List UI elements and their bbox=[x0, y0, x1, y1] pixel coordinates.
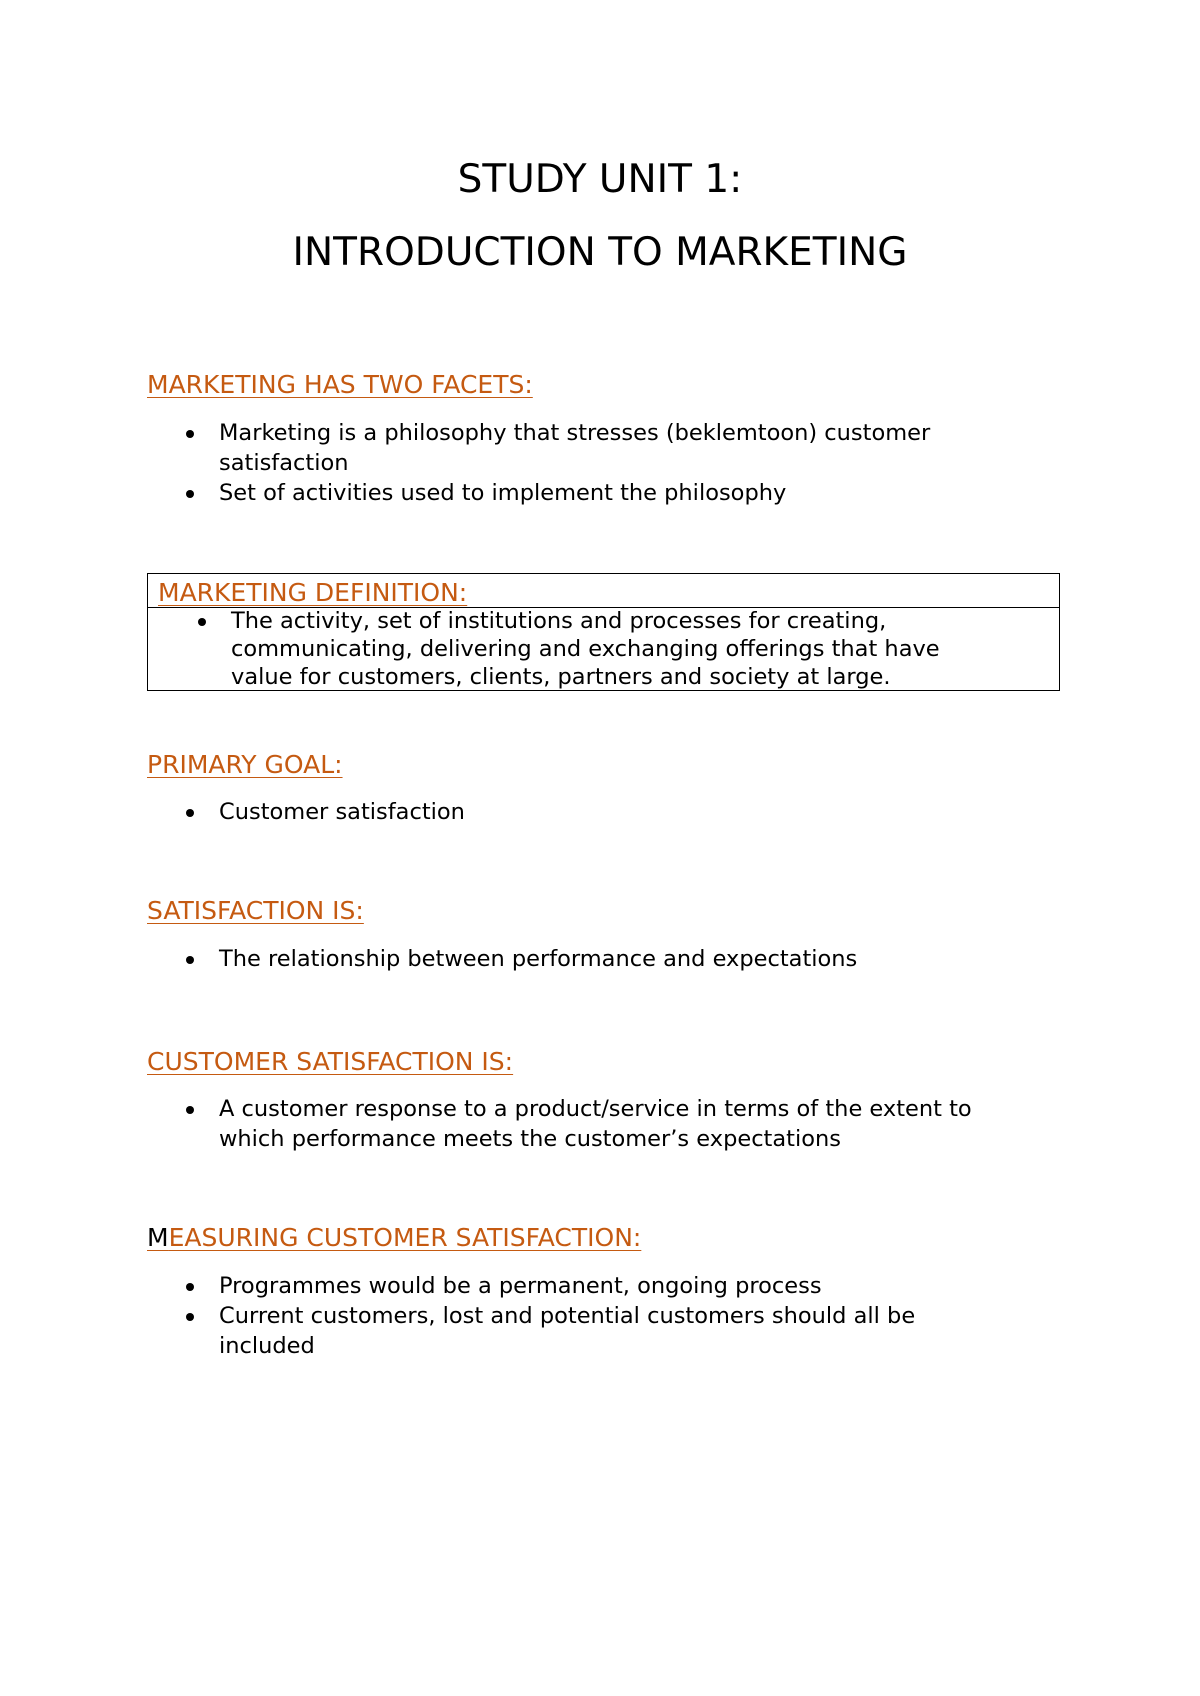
list-item bbox=[219, 418, 930, 478]
list-item-line: which performance meets the customer’s expectations bbox=[219, 1126, 841, 1152]
list-item bbox=[219, 1271, 915, 1301]
list-item-line: communicating, delivering and exchanging offerings that have bbox=[231, 636, 940, 662]
bullet-icon bbox=[186, 1283, 194, 1291]
bullet-icon bbox=[186, 490, 194, 498]
bullet-icon bbox=[186, 1313, 194, 1321]
definition-list bbox=[231, 607, 940, 691]
bullet-icon bbox=[186, 430, 194, 438]
title-study-unit: STUDY UNIT 1: bbox=[457, 157, 743, 202]
bullet-icon bbox=[198, 618, 206, 626]
list-item-line: satisfaction bbox=[219, 450, 349, 476]
list-item-line: Programmes would be a permanent, ongoing process bbox=[219, 1273, 822, 1299]
list-item-line: A customer response to a product/service in terms of the extent to bbox=[219, 1096, 972, 1122]
measuring-list bbox=[219, 1271, 915, 1361]
title-introduction: INTRODUCTION TO MARKETING bbox=[292, 230, 908, 275]
heading-measuring bbox=[147, 1225, 641, 1250]
bullet-icon bbox=[186, 1106, 194, 1114]
list-item-line: Marketing is a philosophy that stresses (beklemtoon) customer bbox=[219, 420, 931, 446]
heading-definition: MARKETING DEFINITION: bbox=[158, 578, 468, 607]
facets-list bbox=[219, 418, 930, 508]
heading-primary-goal: PRIMARY GOAL: bbox=[147, 750, 343, 779]
heading-rest: EASURING CUSTOMER SATISFACTION: bbox=[168, 1223, 642, 1252]
list-item-line: The relationship between performance and expectations bbox=[219, 946, 858, 972]
heading-customer-satisfaction: CUSTOMER SATISFACTION IS: bbox=[147, 1047, 514, 1076]
list-item bbox=[219, 1301, 915, 1361]
definition-table bbox=[147, 573, 1060, 691]
list-item-line: The activity, set of institutions and processes for creating, bbox=[231, 608, 887, 634]
list-item bbox=[219, 944, 857, 974]
list-item-line: included bbox=[219, 1333, 315, 1359]
heading-two-facets: MARKETING HAS TWO FACETS: bbox=[147, 370, 533, 399]
list-item-line: Set of activities used to implement the philosophy bbox=[219, 480, 787, 506]
heading-satisfaction: SATISFACTION IS: bbox=[147, 896, 364, 925]
list-item bbox=[219, 478, 930, 508]
list-item-line: Current customers, lost and potential customers should all be bbox=[219, 1303, 916, 1329]
list-item bbox=[231, 607, 940, 691]
list-item-line: value for customers, clients, partners and society at large. bbox=[231, 664, 891, 690]
primary-goal-list bbox=[219, 797, 465, 827]
list-item bbox=[219, 1094, 972, 1154]
list-item-line: Customer satisfaction bbox=[219, 799, 465, 825]
bullet-icon bbox=[186, 809, 194, 817]
satisfaction-list bbox=[219, 944, 857, 974]
heading-first-letter: M bbox=[147, 1223, 169, 1252]
bullet-icon bbox=[186, 956, 194, 964]
customer-satisfaction-list bbox=[219, 1094, 972, 1154]
list-item bbox=[219, 797, 465, 827]
